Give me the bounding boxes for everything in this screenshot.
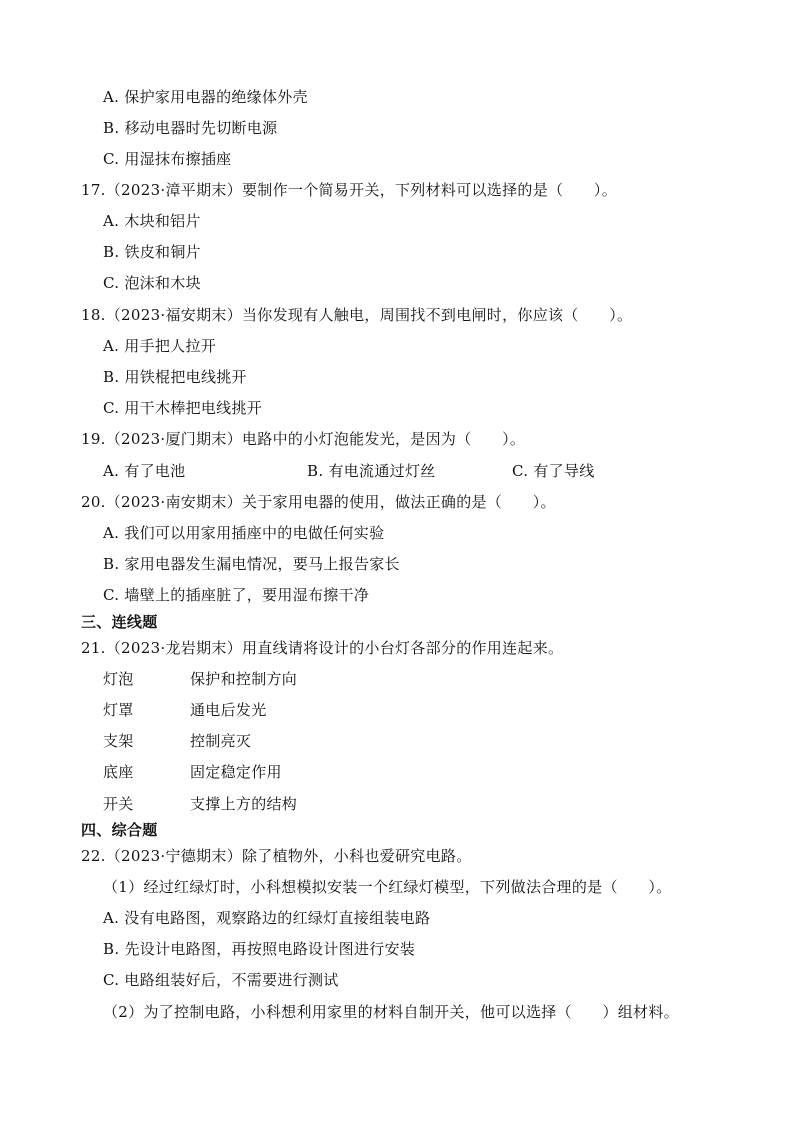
- q21-stem: 21.（2023·龙岩期末）用直线请将设计的小台灯各部分的作用连起来。: [81, 639, 564, 657]
- q22-sub1-option-a: A. 没有电路图，观察路边的红绿灯直接组装电路: [103, 909, 431, 927]
- q18-stem: 18.（2023·福安期末）当你发现有人触电，周围找不到电闸时，你应该（ ）。: [81, 306, 633, 324]
- match-right-item: 支撑上方的结构: [190, 795, 298, 813]
- section-title-comprehensive: 四、综合题: [81, 821, 158, 839]
- q19-stem: 19.（2023·厦门期末）电路中的小灯泡能发光，是因为（ ）。: [81, 430, 526, 448]
- match-left-item: 灯罩: [103, 701, 134, 719]
- section-title-matching: 三、连线题: [81, 613, 158, 631]
- q18-option-a: A. 用手把人拉开: [103, 337, 217, 355]
- q22-sub1-option-b: B. 先设计电路图，再按照电路设计图进行安装: [103, 940, 416, 958]
- q16-option-c: C. 用湿抹布擦插座: [103, 150, 232, 168]
- q19-option-c: C. 有了导线: [512, 462, 595, 480]
- q20-option-b: B. 家用电器发生漏电情况，要马上报告家长: [103, 555, 400, 573]
- match-left-item: 灯泡: [103, 670, 134, 688]
- q17-stem: 17.（2023·漳平期末）要制作一个简易开关，下列材料可以选择的是（ ）。: [81, 181, 617, 199]
- q22-sub1-option-c: C. 电路组装好后，不需要进行测试: [103, 971, 339, 989]
- match-left-item: 支架: [103, 732, 134, 750]
- q20-option-a: A. 我们可以用家用插座中的电做任何实验: [103, 524, 385, 542]
- match-right-item: 保护和控制方向: [190, 670, 298, 688]
- q20-option-c: C. 墙壁上的插座脏了，要用湿布擦干净: [103, 586, 370, 604]
- match-right-item: 控制亮灭: [190, 732, 252, 750]
- q19-option-a: A. 有了电池: [103, 462, 186, 480]
- q17-option-c: C. 泡沫和木块: [103, 274, 201, 292]
- q18-option-c: C. 用干木棒把电线挑开: [103, 399, 263, 417]
- match-left-item: 底座: [103, 763, 134, 781]
- q22-sub2: （2）为了控制电路，小科想利用家里的材料自制开关，他可以选择（ ）组材料。: [103, 1003, 679, 1021]
- q17-option-b: B. 铁皮和铜片: [103, 243, 201, 261]
- match-right-item: 通电后发光: [190, 701, 267, 719]
- match-right-item: 固定稳定作用: [190, 763, 282, 781]
- q22-sub1: （1）经过红绿灯时，小科想模拟安装一个红绿灯模型，下列做法合理的是（ ）。: [103, 878, 672, 896]
- q16-option-b: B. 移动电器时先切断电源: [103, 119, 278, 137]
- q22-stem: 22.（2023·宁德期末）除了植物外，小科也爱研究电路。: [81, 847, 472, 865]
- q19-option-b: B. 有电流通过灯丝: [307, 462, 436, 480]
- q17-option-a: A. 木块和铝片: [103, 212, 201, 230]
- q16-option-a: A. 保护家用电器的绝缘体外壳: [103, 88, 308, 106]
- q18-option-b: B. 用铁棍把电线挑开: [103, 368, 247, 386]
- match-left-item: 开关: [103, 795, 134, 813]
- q20-stem: 20.（2023·南安期末）关于家用电器的使用，做法正确的是（ ）。: [81, 493, 556, 511]
